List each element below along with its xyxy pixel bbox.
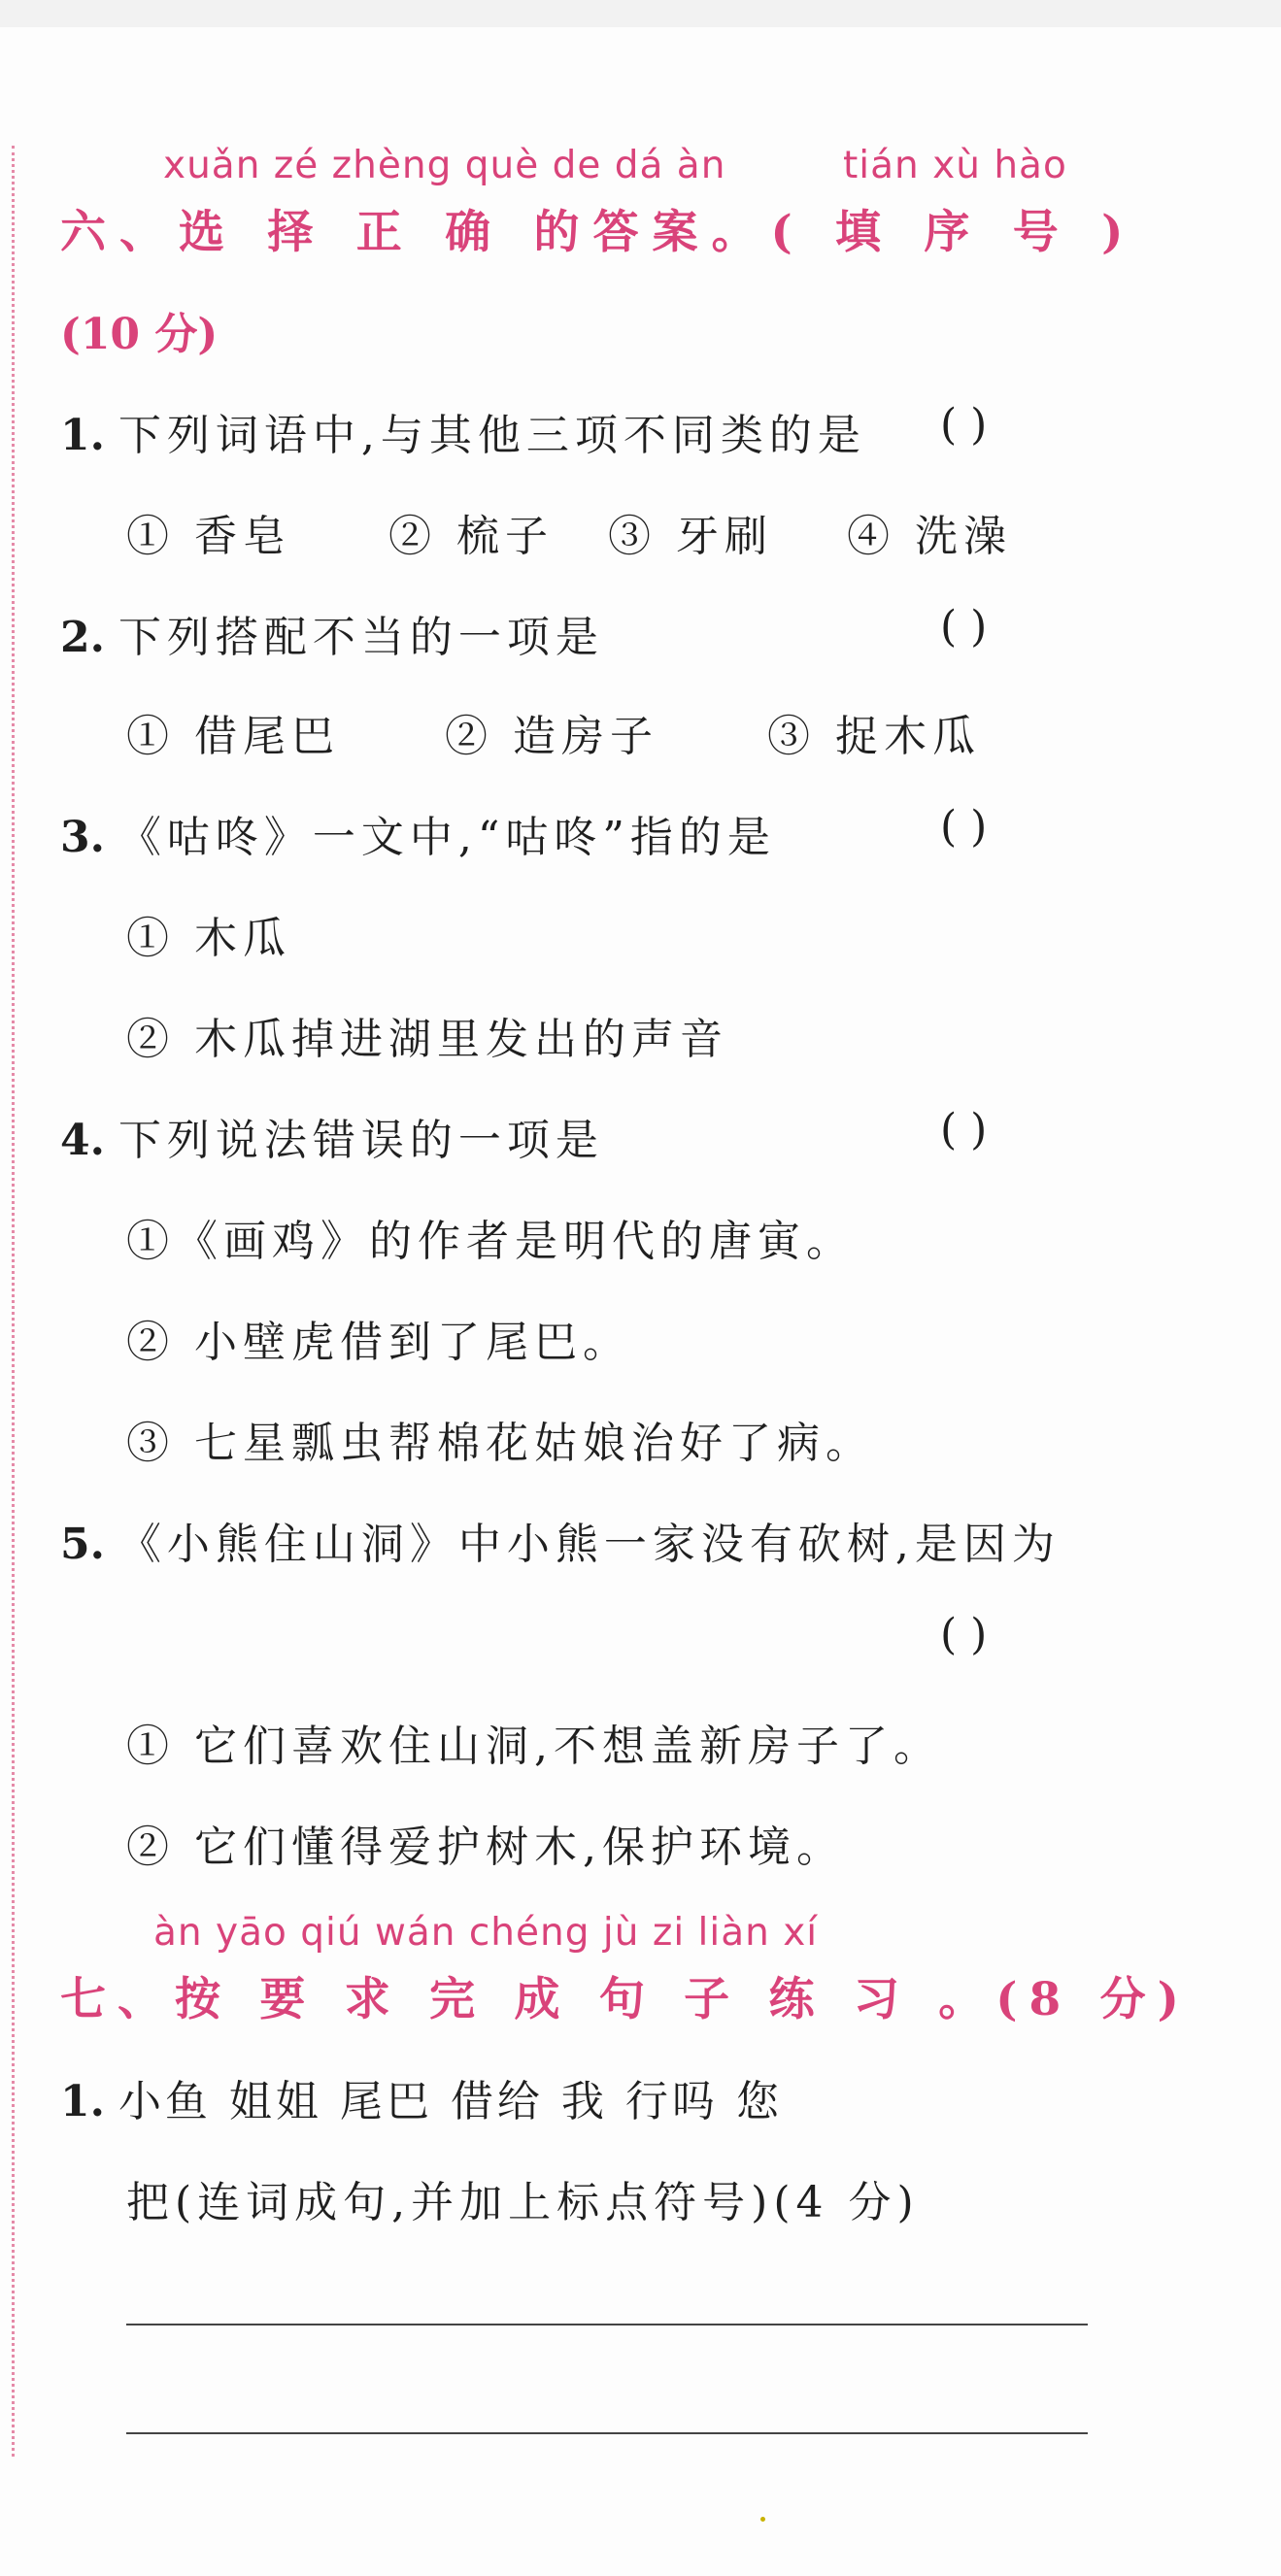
- question-1: [60, 400, 866, 462]
- question-text: 下列搭配不当的一项是: [118, 613, 604, 662]
- answer-paren-2[interactable]: ( ): [940, 602, 988, 652]
- answer-paren-4[interactable]: ( ): [940, 1105, 988, 1154]
- question-number: 3.: [60, 813, 105, 862]
- section7-question-1: [60, 2066, 783, 2128]
- q5-option-2: ② 它们懂得爱护树木,保护环境。: [126, 1823, 845, 1872]
- q1-option-2: ② 梳子: [388, 512, 554, 561]
- question-text: 下列说法错误的一项是: [118, 1116, 604, 1165]
- speck: [760, 2517, 765, 2522]
- section6-score: (10 分): [60, 310, 219, 359]
- word-list: 小鱼 姐姐 尾巴 借给 我 行吗 您: [118, 2077, 783, 2126]
- answer-line-1[interactable]: [126, 2324, 1088, 2325]
- question-number: 1.: [60, 411, 105, 460]
- question-5: [60, 1509, 1061, 1571]
- question-3: [60, 802, 776, 864]
- section7-q1-instruction: 把(连词成句,并加上标点符号)(4 分): [126, 2178, 920, 2227]
- question-text: 《小熊住山洞》中小熊一家没有砍树,是因为: [118, 1520, 1061, 1569]
- question-2: [60, 602, 604, 664]
- section6-title: 六、选 择 正 确 的答案。( 填 序 号 ): [60, 206, 1137, 259]
- answer-paren-5[interactable]: ( ): [940, 1610, 988, 1659]
- question-number: 1.: [60, 2077, 105, 2126]
- q1-option-1: ① 香皂: [126, 512, 291, 561]
- q4-option-1: ①《画鸡》的作者是明代的唐寅。: [126, 1217, 855, 1266]
- q2-option-2: ② 造房子: [445, 712, 658, 761]
- question-number: 4.: [60, 1116, 105, 1165]
- section7-pinyin: àn yāo qiú wán chéng jù zi liàn xí: [153, 1911, 819, 1955]
- q1-option-3: ③ 牙刷: [608, 512, 773, 561]
- q1-option-4: ④ 洗澡: [847, 512, 1012, 561]
- answer-paren-3[interactable]: ( ): [940, 802, 988, 852]
- question-number: 5.: [60, 1520, 105, 1569]
- margin-dotted-line: [12, 146, 15, 2457]
- q3-option-1: ① 木瓜: [126, 914, 291, 963]
- q4-option-2: ② 小壁虎借到了尾巴。: [126, 1318, 631, 1367]
- q5-option-1: ① 它们喜欢住山洞,不想盖新房子了。: [126, 1722, 942, 1771]
- question-4: [60, 1105, 604, 1167]
- question-number: 2.: [60, 613, 105, 662]
- q2-option-1: ① 借尾巴: [126, 712, 340, 761]
- q3-option-2: ② 木瓜掉进湖里发出的声音: [126, 1015, 728, 1064]
- answer-line-2[interactable]: [126, 2432, 1088, 2434]
- top-edge: [0, 0, 1281, 27]
- q2-option-3: ③ 捉木瓜: [767, 712, 981, 761]
- section6-pinyin-b: tián xù hào: [843, 144, 1067, 187]
- question-text: 《咕咚》一文中,“咕咚”指的是: [118, 813, 776, 862]
- section7-title: 七、按 要 求 完 成 句 子 练 习 。(8 分): [60, 1973, 1191, 2026]
- q4-option-3: ③ 七星瓢虫帮棉花姑娘治好了病。: [126, 1419, 874, 1468]
- question-text: 下列词语中,与其他三项不同类的是: [118, 411, 866, 460]
- section6-pinyin-a: xuǎn zé zhèng què de dá àn: [163, 144, 726, 187]
- answer-paren-1[interactable]: ( ): [940, 400, 988, 450]
